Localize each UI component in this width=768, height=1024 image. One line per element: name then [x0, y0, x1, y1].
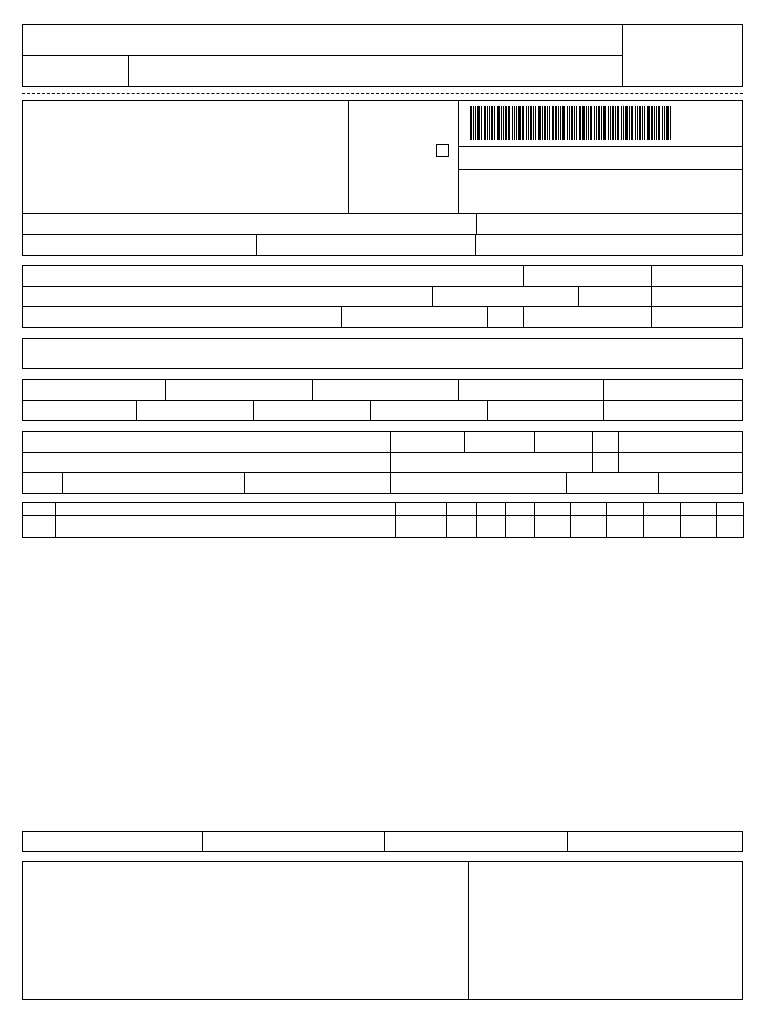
metric-field-r2-c2[interactable] [136, 400, 254, 421]
items-header-cell [644, 503, 681, 516]
consignment-field-r2-c3[interactable] [592, 452, 619, 473]
barcode-bar [637, 106, 638, 140]
barcode-bar [658, 106, 660, 140]
barcode-bar [654, 106, 655, 140]
barcode-bar [571, 106, 573, 140]
barcode-bar [477, 106, 480, 140]
recipient-address-field[interactable] [22, 100, 349, 214]
barcode-bar [489, 106, 490, 140]
barcode-bar [651, 106, 653, 140]
consignment-field-r1-c3[interactable] [464, 431, 535, 453]
barcode-bar [670, 106, 671, 140]
barcode-bar [644, 106, 645, 140]
consignment-field-r2-c2[interactable] [390, 452, 593, 473]
barcode-bar [481, 106, 482, 140]
barcode-bar [642, 106, 643, 140]
items-cell[interactable] [506, 516, 535, 538]
consignment-field-r3-c4[interactable] [390, 472, 567, 494]
items-cell[interactable] [681, 516, 717, 538]
items-cell[interactable] [571, 516, 607, 538]
consignment-field-r3-c6[interactable] [658, 472, 743, 494]
items-header-cell [506, 503, 535, 516]
barcode-bar [508, 106, 510, 140]
totals-field-1[interactable] [22, 831, 203, 852]
shipment-field-r2-c3[interactable] [578, 286, 652, 307]
consignment-field-r3-c1[interactable] [22, 472, 63, 494]
consignment-field-r2-c1[interactable] [22, 452, 391, 473]
barcode-bar [574, 106, 575, 140]
barcode-bar [484, 106, 486, 140]
barcode-bar [516, 106, 517, 140]
shipment-field-r3-c2[interactable] [341, 306, 488, 328]
consignment-field-r1-c5[interactable] [592, 431, 619, 453]
shipment-field-r2-c2[interactable] [432, 286, 579, 307]
sender-phone-field[interactable] [475, 234, 743, 256]
barcode-bar [610, 106, 611, 140]
barcode-bar [470, 106, 472, 140]
shipment-field-r1-c1[interactable] [22, 265, 524, 287]
barcode-bar [598, 106, 600, 140]
metric-field-r1-c5[interactable] [603, 379, 743, 401]
barcode-bar [576, 106, 577, 140]
barcode-bar [629, 106, 630, 140]
metric-field-r2-c5[interactable] [487, 400, 604, 421]
barcode-bar [514, 106, 515, 140]
metric-field-r1-c3[interactable] [312, 379, 459, 401]
sender-postcode-field[interactable] [256, 234, 476, 256]
barcode-bar [586, 106, 587, 140]
service-checkbox[interactable] [436, 144, 449, 157]
header-corner-field[interactable] [622, 24, 743, 87]
items-header-cell [681, 503, 717, 516]
consignment-field-r1-c4[interactable] [534, 431, 593, 453]
barcode-bar [512, 106, 513, 140]
metric-field-r1-c1[interactable] [22, 379, 166, 401]
shipment-field-r2-c4[interactable] [651, 286, 743, 307]
barcode-bar [582, 106, 585, 140]
metric-field-r1-c2[interactable] [165, 379, 313, 401]
barcode-bar [560, 106, 561, 140]
barcode-bar [552, 106, 554, 140]
barcode-bar [501, 106, 502, 140]
consignment-field-r3-c2[interactable] [62, 472, 245, 494]
items-cell[interactable] [717, 516, 744, 538]
barcode-bar [567, 106, 568, 140]
metric-field-r2-c6[interactable] [603, 400, 743, 421]
barcode-bar [647, 106, 650, 140]
barcode-bar [588, 106, 589, 140]
barcode-bar [497, 106, 500, 140]
barcode-bar [590, 106, 592, 140]
items-header-cell [23, 503, 56, 516]
consignment-field-r1-c6[interactable] [618, 431, 743, 453]
sender-extra-field[interactable] [476, 213, 743, 235]
shipment-field-r3-c1[interactable] [22, 306, 342, 328]
metric-field-r1-c4[interactable] [458, 379, 604, 401]
barcode-icon [470, 106, 730, 140]
consignment-field-r1-c1[interactable] [22, 431, 391, 453]
metric-field-r2-c4[interactable] [370, 400, 488, 421]
items-header-cell [447, 503, 477, 516]
barcode-bar [491, 106, 493, 140]
items-cell[interactable] [56, 516, 396, 538]
items-cell[interactable] [607, 516, 644, 538]
barcode-bar [544, 106, 546, 140]
totals-field-3[interactable] [384, 831, 568, 852]
barcode-bar [475, 106, 476, 140]
barcode-bar [625, 106, 628, 140]
items-cell[interactable] [23, 516, 56, 538]
barcode-bar [542, 106, 543, 140]
barcode-bar [494, 106, 495, 140]
barcode-bar [555, 106, 557, 140]
barcode-bar [530, 106, 532, 140]
items-header-cell [571, 503, 607, 516]
barcode-bar [579, 106, 581, 140]
barcode-bar [526, 106, 527, 140]
items-cell[interactable] [396, 516, 447, 538]
shipment-field-r3-c4[interactable] [523, 306, 652, 328]
notes-field[interactable] [22, 861, 469, 1000]
barcode-bar [639, 106, 641, 140]
description-field[interactable] [22, 338, 743, 369]
metric-field-r2-c1[interactable] [22, 400, 137, 421]
service-field[interactable] [348, 100, 459, 214]
barcode-bar [623, 106, 624, 140]
items-header-cell [607, 503, 644, 516]
items-header-cell [477, 503, 506, 516]
barcode-bar [549, 106, 550, 140]
consignment-field-r3-c3[interactable] [244, 472, 391, 494]
barcode-bar [528, 106, 529, 140]
barcode-bar [635, 106, 636, 140]
barcode-bar [662, 106, 663, 140]
totals-field-4[interactable] [567, 831, 743, 852]
barcode-bar [601, 106, 602, 140]
items-cell[interactable] [535, 516, 571, 538]
barcode-bar [631, 106, 633, 140]
barcode-bar [615, 106, 616, 140]
header-code-field[interactable] [22, 55, 129, 87]
table-row [23, 516, 744, 538]
barcode-bar [596, 106, 597, 140]
barcode-bar [518, 106, 521, 140]
header-name-field[interactable] [128, 55, 623, 87]
barcode-bar [608, 106, 609, 140]
barcode-bar [603, 106, 606, 140]
items-cell[interactable] [447, 516, 477, 538]
metric-field-r2-c3[interactable] [253, 400, 371, 421]
shipment-field-r1-c2[interactable] [523, 265, 652, 287]
barcode-bar [621, 106, 622, 140]
barcode-bar [656, 106, 657, 140]
barcode-bar [547, 106, 548, 140]
sender-line-field[interactable] [22, 213, 477, 235]
cut-line [22, 93, 743, 94]
totals-field-2[interactable] [202, 831, 385, 852]
shipment-field-r3-c5[interactable] [651, 306, 743, 328]
barcode-bar [535, 106, 536, 140]
items-cell[interactable] [477, 516, 506, 538]
items-header-cell [56, 503, 396, 516]
consignment-field-r1-c2[interactable] [390, 431, 465, 453]
items-header-cell [717, 503, 744, 516]
items-header-cell [535, 503, 571, 516]
barcode-bar [487, 106, 488, 140]
shipment-field-r3-c3[interactable] [487, 306, 524, 328]
barcode-bar [538, 106, 541, 140]
items-table-header-row [23, 503, 744, 516]
tracking-number-field[interactable] [458, 146, 743, 170]
consignment-field-r2-c4[interactable] [618, 452, 743, 473]
barcode-bar [569, 106, 570, 140]
barcode-bar [505, 106, 507, 140]
barcode-bar [558, 106, 559, 140]
barcode-bar [533, 106, 534, 140]
barcode-bar [562, 106, 565, 140]
header-title-field[interactable] [22, 24, 623, 56]
shipment-field-r2-c1[interactable] [22, 286, 433, 307]
items-cell[interactable] [644, 516, 681, 538]
signature-field[interactable] [468, 861, 743, 1000]
shipment-field-r1-c3[interactable] [651, 265, 743, 287]
barcode-bar [503, 106, 504, 140]
barcode-bar [612, 106, 614, 140]
barcode-bar [473, 106, 474, 140]
barcode-bar [666, 106, 669, 140]
items-table [22, 502, 744, 538]
sender-city-field[interactable] [22, 234, 257, 256]
barcode-bar [522, 106, 524, 140]
barcode-bar [617, 106, 619, 140]
barcode-bar [664, 106, 665, 140]
routing-field[interactable] [458, 169, 743, 214]
barcode-bar [594, 106, 595, 140]
items-header-cell [396, 503, 447, 516]
consignment-field-r3-c5[interactable] [566, 472, 659, 494]
